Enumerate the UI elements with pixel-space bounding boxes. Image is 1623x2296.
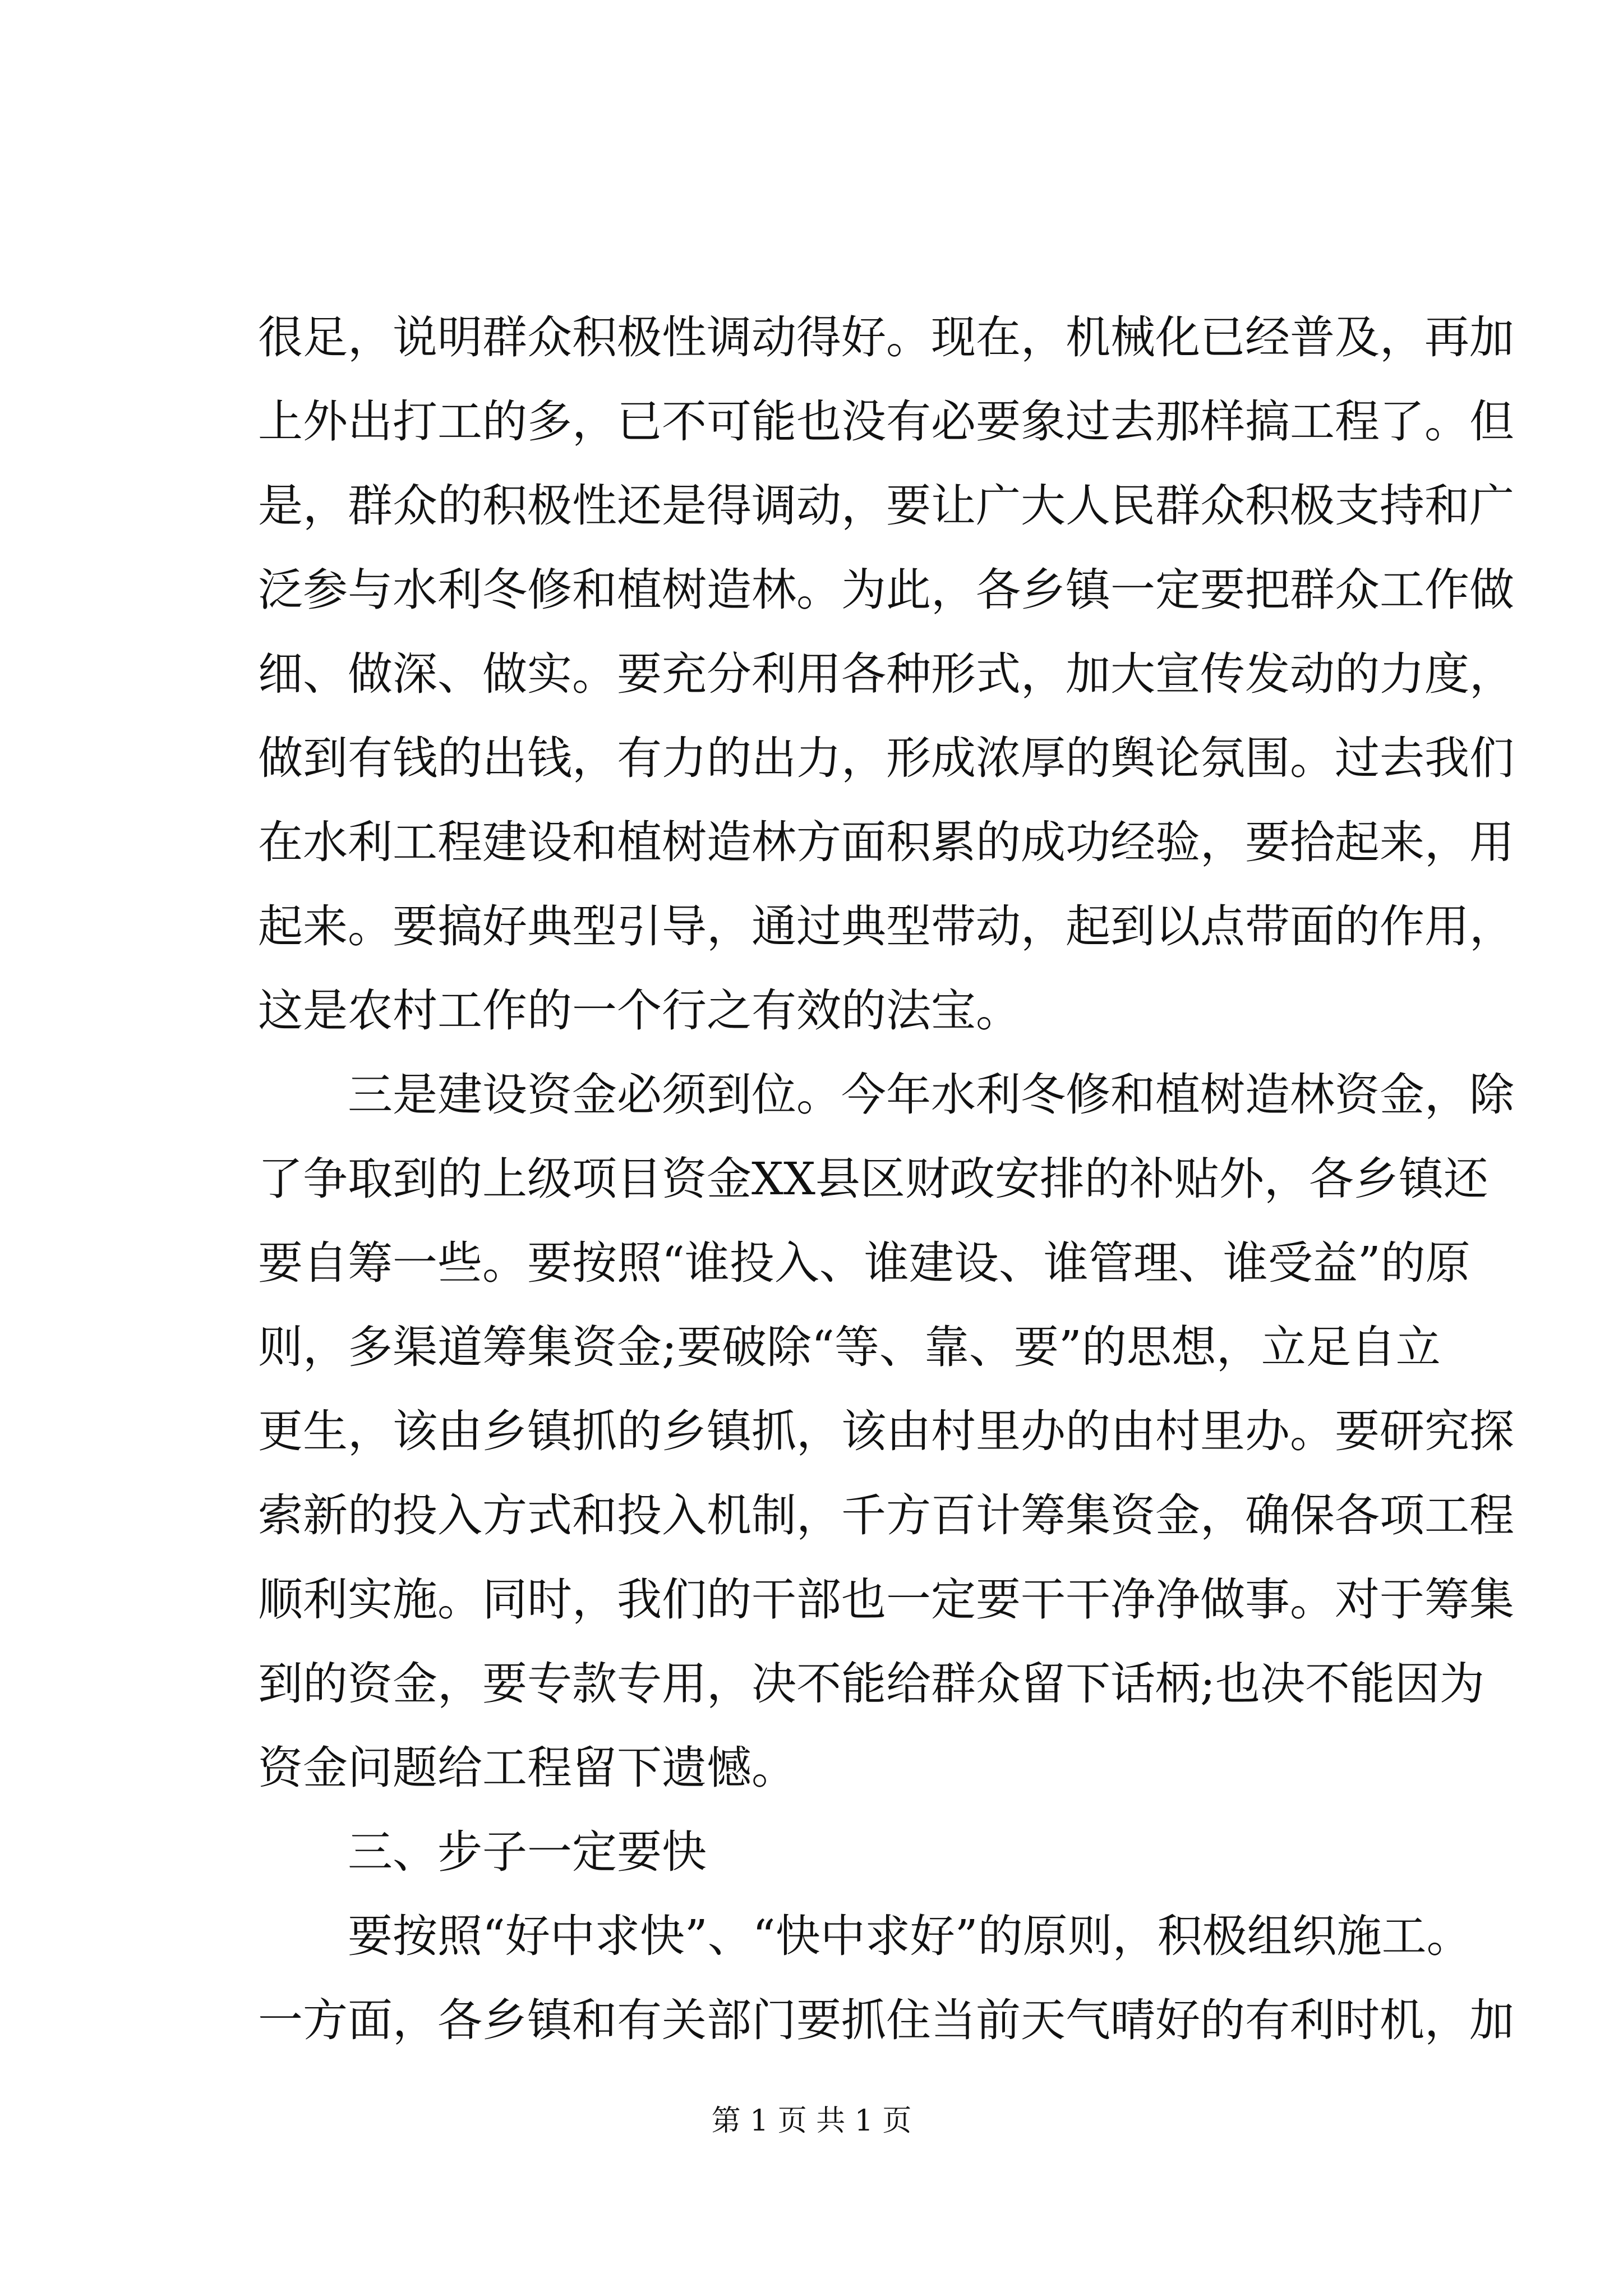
page-footer <box>0 2101 1623 2141</box>
text-line: 三是建设资金必须到位。今年水利冬修和植树造林资金，除 <box>348 1069 1514 1121</box>
section-heading: 三、步子一定要快 <box>348 1826 707 1878</box>
text-line: 这是农村工作的一个行之有效的法宝。 <box>258 984 1021 1037</box>
text-line: 顺利实施。同时，我们的干部也一定要干干净净做事。对于筹集 <box>258 1573 1514 1626</box>
text-line: 资金问题给工程留下遗憾。 <box>258 1742 796 1794</box>
text-line: 做到有钱的出钱，有力的出力，形成浓厚的舆论氛围。过去我们 <box>258 732 1514 784</box>
text-line: 上外出打工的多，已不可能也没有必要象过去那样搞工程了。但 <box>258 395 1514 448</box>
text-line: 了争取到的上级项目资金XX县区财政安排的补贴外，各乡镇还 <box>258 1153 1488 1205</box>
text-line: 很足，说明群众积极性调动得好。现在，机械化已经普及，再加 <box>258 311 1514 364</box>
text-line: 起来。要搞好典型引导，通过典型带动，起到以点带面的作用， <box>258 900 1514 953</box>
paragraph-1 <box>258 310 1514 1067</box>
text-line: 在水利工程建设和植树造林方面积累的成功经验，要拾起来，用 <box>258 816 1514 868</box>
text-line: 索新的投入方式和投入机制，千方百计筹集资金，确保各项工程 <box>258 1489 1514 1542</box>
text-line: 是，群众的积极性还是得调动，要让广大人民群众积极支持和广 <box>258 480 1514 532</box>
document-body <box>258 310 1514 2077</box>
text-line: 到的资金，要专款专用，决不能给群众留下话柄;也决不能因为 <box>258 1658 1484 1710</box>
text-line: 则，多渠道筹集资金;要破除“等、靠、要”的思想，立足自立 <box>258 1321 1441 1373</box>
text-line: 细、做深、做实。要充分利用各种形式，加大宣传发动的力度， <box>258 648 1514 700</box>
page-number-label: 第 1 页 共 1 页 <box>711 2104 912 2138</box>
text-line: 要按照“好中求快”、“快中求好”的原则，积极组织施工。 <box>348 1910 1472 1962</box>
text-line: 一方面，各乡镇和有关部门要抓住当前天气晴好的有利时机，加 <box>258 1994 1514 2046</box>
paragraph-3 <box>258 1908 1514 2077</box>
paragraph-2 <box>258 1067 1514 1824</box>
text-line: 要自筹一些。要按照“谁投入、谁建设、谁管理、谁受益”的原 <box>258 1237 1470 1289</box>
text-line: 更生，该由乡镇抓的乡镇抓，该由村里办的由村里办。要研究探 <box>258 1405 1514 1457</box>
text-line: 泛参与水利冬修和植树造林。为此，各乡镇一定要把群众工作做 <box>258 564 1514 616</box>
